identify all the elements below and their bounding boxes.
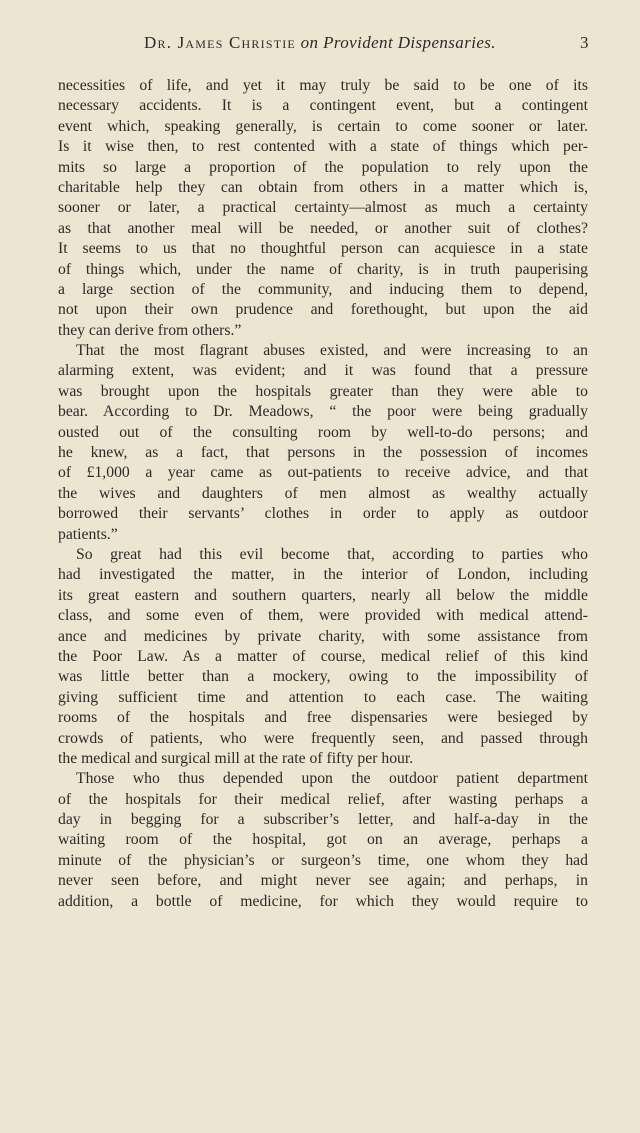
text-line: It seems to us that no thoughtful person can acquiesce in a state <box>58 240 588 258</box>
text-line: event which, speaking generally, is certain to come sooner or later. <box>58 117 588 135</box>
text-line: had investigated the matter, in the interior of London, including <box>58 566 588 584</box>
text-line: they can derive from others.” <box>58 321 242 339</box>
text-line: bear. According to Dr. Meadows, “ the poor were being gradually <box>58 403 588 421</box>
text-line: the Poor Law. As a matter of course, medical relief of this kind <box>58 647 588 665</box>
text-line: Is it wise then, to rest contented with a state of things which per- <box>58 138 588 156</box>
text-line: class, and some even of them, were provided with medical attend- <box>58 607 588 625</box>
text-line: a large section of the community, and inducing them to depend, <box>58 280 588 298</box>
text-line: That the most flagrant abuses existed, and were increasing to an <box>76 342 588 360</box>
running-header <box>90 33 550 53</box>
text-line: the medical and surgical mill at the rate of fifty per hour. <box>58 749 414 767</box>
text-line: as that another meal will be needed, or another suit of clothes? <box>58 219 588 237</box>
text-line: ousted out of the consulting room by well-to-do persons; and <box>58 423 588 441</box>
text-line: waiting room of the hospital, got on an average, perhaps a <box>58 831 588 849</box>
text-line: crowds of patients, who were frequently seen, and passed through <box>58 729 588 747</box>
page-number: 3 <box>580 33 589 52</box>
text-line: addition, a bottle of medicine, for which they would require to <box>58 892 588 910</box>
text-line: of things which, under the name of charity, is in truth pauperising <box>58 260 588 278</box>
text-line: patients.” <box>58 525 118 543</box>
text-line: mits so large a proportion of the population to rely upon the <box>58 158 588 176</box>
text-line: alarming extent, was evident; and it was found that a pressure <box>58 362 588 380</box>
header-author: Dr. James Christie <box>144 33 296 52</box>
text-line: not upon their own prudence and forethought, but upon the aid <box>58 301 588 319</box>
text-line: rooms of the hospitals and free dispensaries were besieged by <box>58 709 588 727</box>
text-line: he knew, as a fact, that persons in the possession of incomes <box>58 444 588 462</box>
text-line: minute of the physician’s or surgeon’s time, one whom they had <box>58 851 588 869</box>
text-line: of the hospitals for their medical relief, after wasting perhaps a <box>58 790 588 808</box>
text-line: charitable help they can obtain from others in a matter which is, <box>58 178 588 196</box>
text-line: necessities of life, and yet it may truly be said to be one of its <box>58 77 588 94</box>
text-line: day in begging for a subscriber’s letter, and half-a-day in the <box>58 811 588 829</box>
text-line: So great had this evil become that, according to parties who <box>76 545 588 563</box>
text-line: its great eastern and southern quarters, nearly all below the middle <box>58 586 588 604</box>
body-text <box>58 76 588 912</box>
text-line: sooner or later, a practical certainty—almost as much a certainty <box>58 199 588 217</box>
text-line: never seen before, and might never see again; and perhaps, in <box>58 872 588 890</box>
text-line: of £1,000 a year came as out-patients to receive advice, and that <box>58 464 588 482</box>
header-title: Provident Dispensaries. <box>323 33 496 52</box>
text-line: the wives and daughters of men almost as wealthy actually <box>58 484 588 502</box>
text-line: was brought upon the hospitals greater than they were able to <box>58 382 588 400</box>
text-line: borrowed their servants’ clothes in order to apply as outdoor <box>58 505 588 523</box>
text-line: was little better than a mockery, owing to the impossibility of <box>58 668 588 686</box>
text-line: giving sufficient time and attention to each case. The waiting <box>58 688 588 706</box>
text-line: necessary accidents. It is a contingent event, but a contingent <box>58 97 588 115</box>
text-line: Those who thus depended upon the outdoor patient department <box>76 770 588 788</box>
header-connector: on <box>300 33 319 52</box>
text-line: ance and medicines by private charity, with some assistance from <box>58 627 588 645</box>
